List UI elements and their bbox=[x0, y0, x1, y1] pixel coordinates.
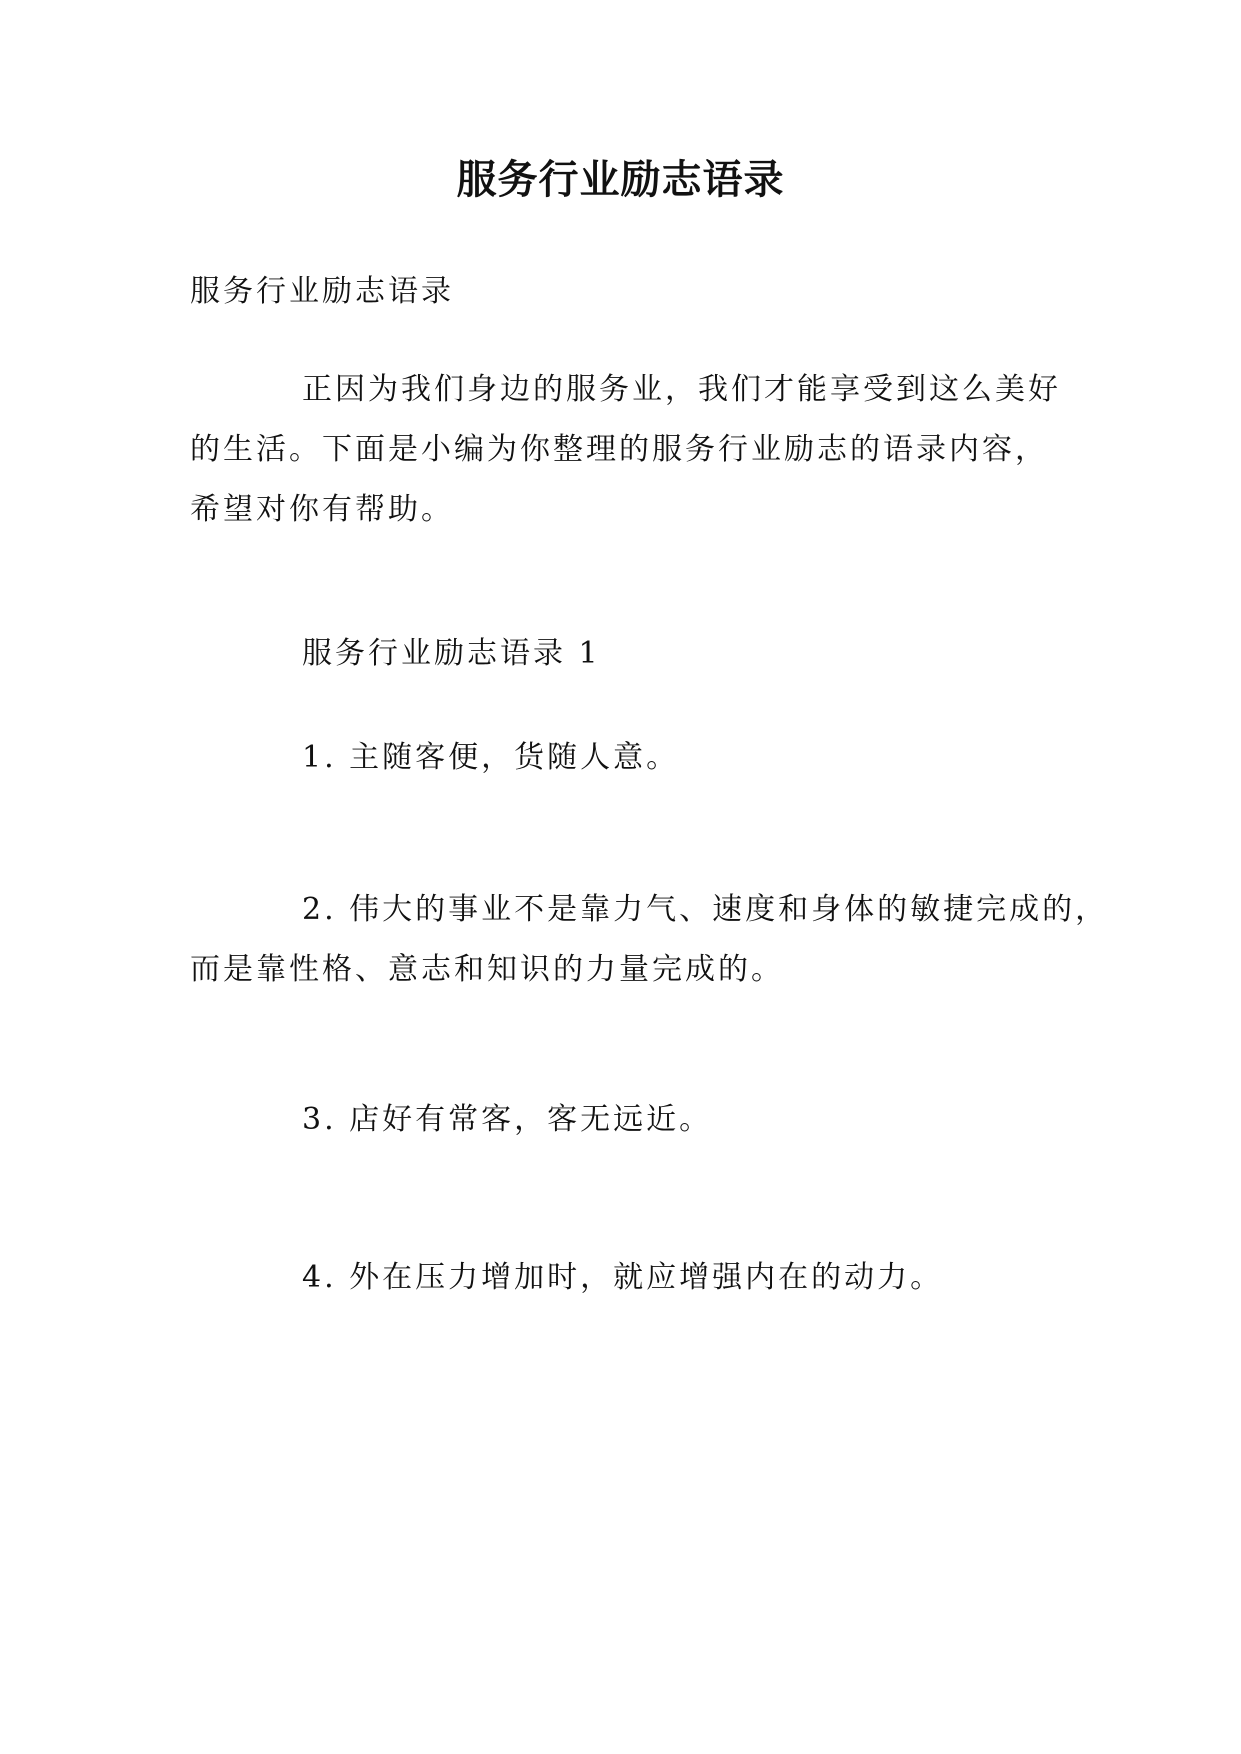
quote-line: 而是靠性格、意志和知识的力量完成的。 bbox=[190, 952, 784, 987]
section-heading: 服务行业励志语录 1 bbox=[302, 636, 601, 671]
quote-item bbox=[190, 880, 1109, 1000]
quote-item bbox=[190, 728, 1070, 788]
quote-line: 4. 外在压力增加时，就应增强内在的动力。 bbox=[302, 1260, 944, 1295]
intro-line: 的生活。下面是小编为你整理的服务行业励志的语录内容， bbox=[190, 432, 1048, 467]
quote-item bbox=[190, 1090, 1070, 1150]
quote-line: 2. 伟大的事业不是靠力气、速度和身体的敏捷完成的， bbox=[302, 892, 1109, 927]
document-subtitle: 服务行业励志语录 bbox=[190, 274, 454, 309]
quote-line: 1. 主随客便，货随人意。 bbox=[302, 740, 680, 775]
intro-line: 希望对你有帮助。 bbox=[190, 492, 454, 527]
intro-paragraph bbox=[190, 360, 1070, 540]
quote-item bbox=[190, 1248, 1070, 1308]
document-title: 服务行业励志语录 bbox=[456, 157, 785, 203]
quote-line: 3. 店好有常客，客无远近。 bbox=[302, 1102, 713, 1137]
intro-line: 正因为我们身边的服务业，我们才能享受到这么美好 bbox=[302, 372, 1061, 407]
